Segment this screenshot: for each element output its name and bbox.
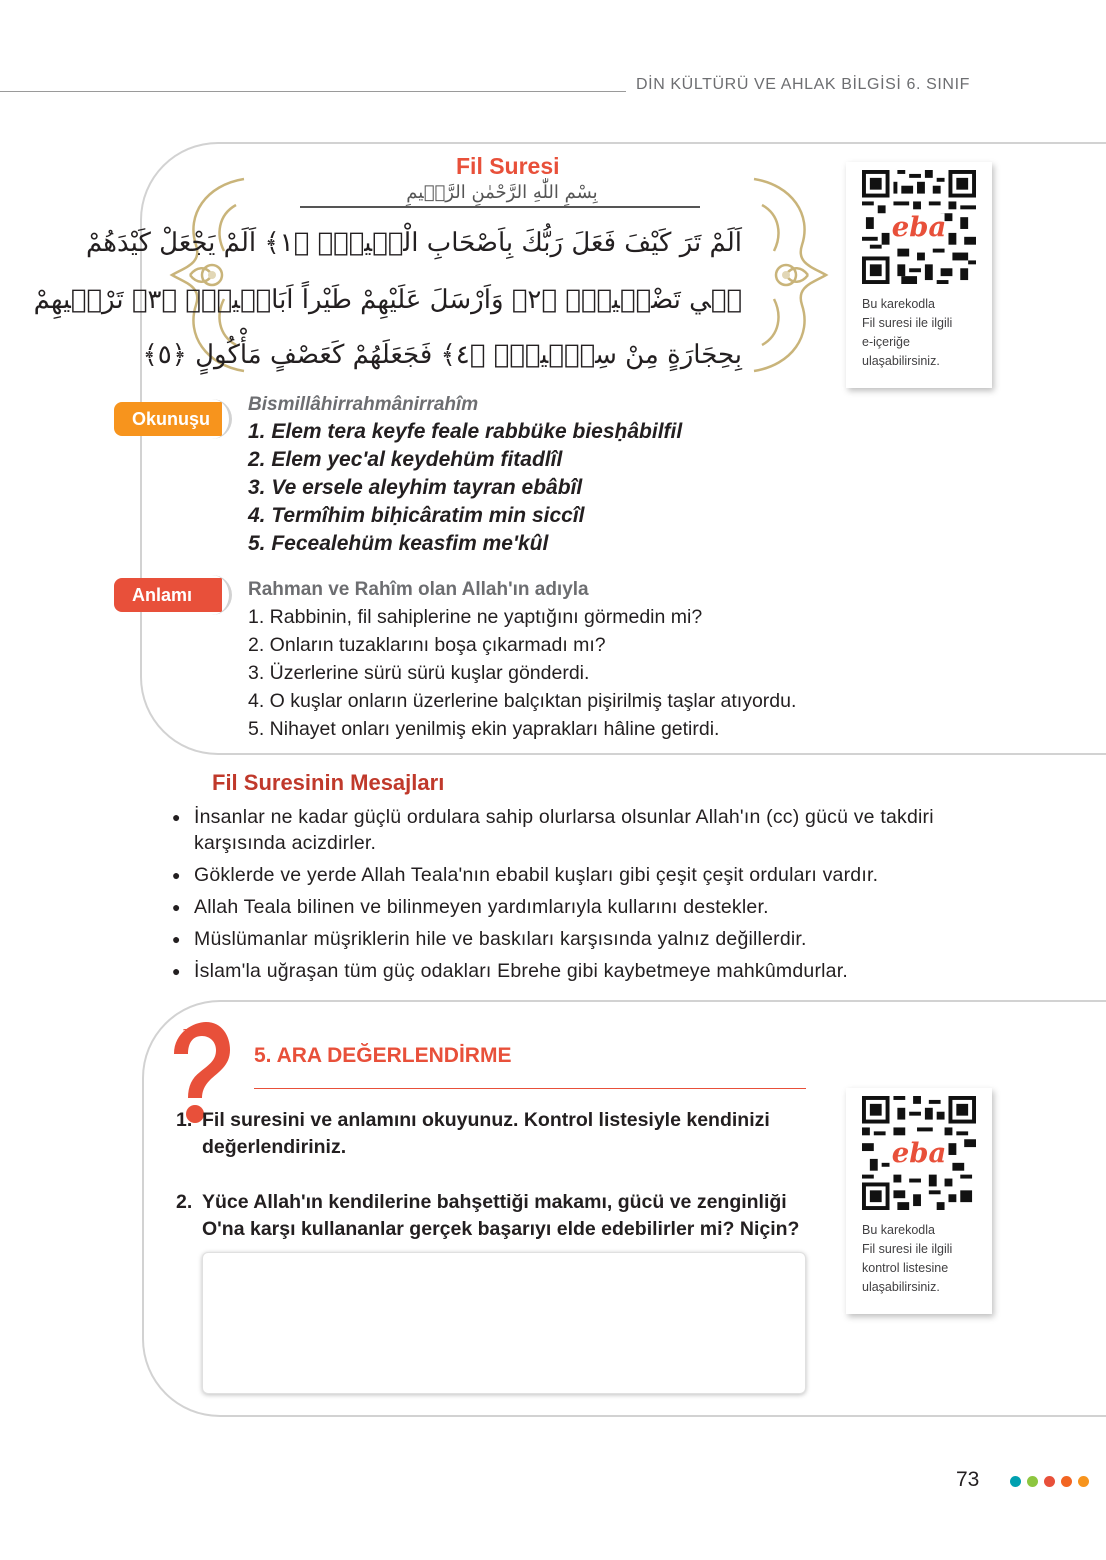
anlam-line: 4. O kuşlar onların üzerlerine balçıktan pişirilmiş taşlar atıyordu. xyxy=(248,690,797,712)
qr-card-econtent[interactable] xyxy=(846,162,992,388)
okunus-line: 5. Fecealehüm keasfim me'kûl xyxy=(248,532,549,555)
message-item: ● Allah Teala bilinen ve bilinmeyen yardımlarıyla kullarını destekler. xyxy=(172,894,996,920)
anlam-line: 2. Onların tuzaklarını boşa çıkarmadı mı? xyxy=(248,634,606,656)
messages-title: Fil Suresinin Mesajları xyxy=(212,770,445,795)
okunus-line: 4. Termîhim biḥicâratim min siccîl xyxy=(248,504,585,527)
qr-card-checklist[interactable] xyxy=(846,1088,992,1314)
message-item: ● Müslümanlar müşriklerin hile ve baskıları karşısında yalnız değillerdir. xyxy=(172,926,996,952)
okunus-line: 3. Ve ersele aleyhim tayran ebâbîl xyxy=(248,476,583,499)
anlam-line: 3. Üzerlerine sürü sürü kuşlar gönderdi. xyxy=(248,662,590,684)
messages-list xyxy=(172,804,996,990)
evaluation-rule xyxy=(254,1088,806,1089)
arabic-line-1: اَلَمْ تَرَ كَيْفَ فَعَلَ رَبُّكَ بِاَصْحَابِ الْف۪يلِۜ ﴿١﴾ اَلَمْ يَجْعَلْ كَيْدَهُمْ xyxy=(85,228,742,258)
qr-caption-line: ulaşabilirsiniz. xyxy=(862,1280,940,1294)
question-number: 1. xyxy=(176,1109,193,1131)
okunus-line: 1. Elem tera keyfe feale rabbüke biesḥâbilfil xyxy=(248,420,683,443)
qr-code-icon[interactable] xyxy=(862,1096,976,1210)
qr-caption-line: Bu karekodla xyxy=(862,1223,935,1237)
answer-box[interactable] xyxy=(202,1252,806,1394)
qr-code-icon[interactable] xyxy=(862,170,976,284)
qr-caption xyxy=(862,1221,976,1297)
qr-caption-line: Fil suresi ile ilgili xyxy=(862,316,953,330)
question-1 xyxy=(176,1107,810,1161)
anlam-line: 5. Nihayet onları yenilmiş ekin yaprakları hâline getirdi. xyxy=(248,718,720,740)
running-title: DİN KÜLTÜRÜ VE AHLAK BİLGİSİ 6. SINIF xyxy=(636,76,970,93)
message-item: ● İslam'la uğraşan tüm güç odakları Ebrehe gibi kaybetmeye mahkûmdurlar. xyxy=(172,958,996,984)
qr-caption-line: kontrol listesine xyxy=(862,1261,949,1275)
ornament-right-icon xyxy=(752,175,832,375)
qr-caption-line: ulaşabilirsiniz. xyxy=(862,354,940,368)
arabic-line-2: ف۪ي تَضْل۪يلٍۙ ﴿٢﴾ وَاَرْسَلَ عَلَيْهِمْ طَيْراً اَبَاب۪يلَۙ ﴿٣﴾ تَرْم۪يهِمْ xyxy=(33,285,742,315)
footer-dot xyxy=(1078,1476,1089,1487)
okunus-tag: Okunuşu xyxy=(114,402,222,436)
question-text: Yüce Allah'ın kendilerine bahşettiği makamı, gücü ve zenginliği O'na karşı kullananlar gerçek başarıyı elde edebilirler mi? Niçin? xyxy=(202,1191,800,1240)
anlam-section xyxy=(248,577,796,743)
okunus-basmala: Bismillâhirrahmânirrahîm xyxy=(248,394,479,415)
basmala-underline xyxy=(300,206,700,208)
arabic-basmala: بِسْمِ اللّٰهِ الرَّحْمٰنِ الرَّح۪يمِ xyxy=(406,182,598,203)
message-item: ● İnsanlar ne kadar güçlü ordulara sahip olurlarsa olsunlar Allah'ın (cc) gücü ve takdiri karşısında acizdirler. xyxy=(172,804,996,856)
eba-logo: eba xyxy=(891,1137,947,1170)
qr-caption-line: Fil suresi ile ilgili xyxy=(862,1242,953,1256)
okunus-section xyxy=(248,392,682,558)
page-number: 73 xyxy=(956,1468,980,1491)
question-number: 2. xyxy=(176,1191,193,1213)
sura-title: Fil Suresi xyxy=(456,153,560,179)
qr-caption xyxy=(862,295,976,371)
question-text: Fil suresini ve anlamını okuyunuz. Kontrol listesiyle kendinizi değerlendiriniz. xyxy=(202,1109,770,1158)
footer-dots xyxy=(1010,1476,1089,1487)
qr-caption-line: e-içeriğe xyxy=(862,335,910,349)
eba-logo: eba xyxy=(891,211,947,244)
evaluation-title: 5. ARA DEĞERLENDİRME xyxy=(254,1044,512,1067)
anlam-tag: Anlamı xyxy=(114,578,222,612)
qr-caption-line: Bu karekodla xyxy=(862,297,935,311)
arabic-line-3: بِحِجَارَةٍ مِنْ سِجّ۪يلٍۙ ﴿٤﴾ فَجَعَلَهُمْ كَعَصْفٍ مَأْكُولٍ ﴿٥﴾ xyxy=(142,340,742,370)
header-rule xyxy=(0,91,626,92)
footer-dot xyxy=(1061,1476,1072,1487)
footer-dot xyxy=(1044,1476,1055,1487)
icon-letters: abcd xyxy=(182,1025,212,1039)
footer-dot xyxy=(1010,1476,1021,1487)
question-2 xyxy=(176,1189,810,1243)
message-item: ● Göklerde ve yerde Allah Teala'nın ebabil kuşları gibi çeşit çeşit orduları vardır. xyxy=(172,862,996,888)
anlam-line: 1. Rabbinin, fil sahiplerine ne yaptığını görmedin mi? xyxy=(248,606,703,628)
footer-dot xyxy=(1027,1476,1038,1487)
anlam-basmala: Rahman ve Rahîm olan Allah'ın adıyla xyxy=(248,579,589,600)
okunus-line: 2. Elem yec'al keydehüm fitadlîl xyxy=(248,448,563,471)
